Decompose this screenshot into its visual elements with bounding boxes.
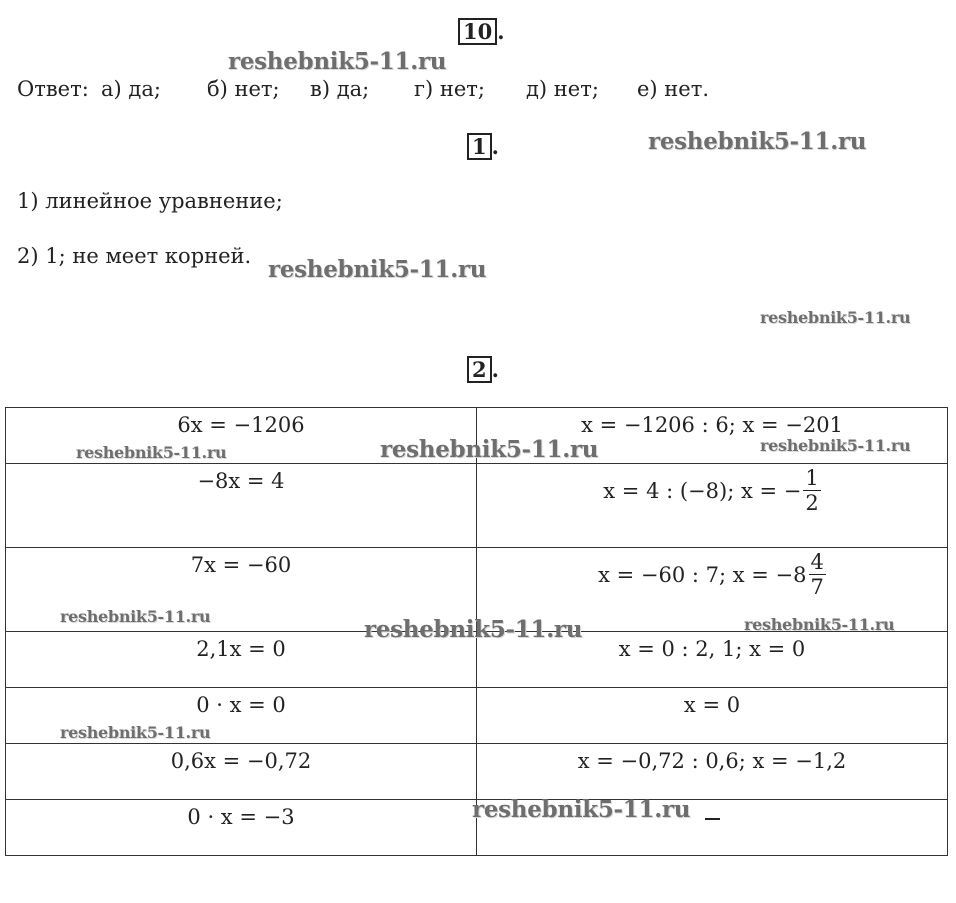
fraction (803, 466, 820, 515)
solution-cell: x = 0 (477, 688, 948, 744)
watermark: reshebnik5-11.ru (760, 308, 911, 327)
answer-b: б) нет; (207, 77, 280, 101)
equation-cell: 0,6x = −0,72 (6, 744, 477, 800)
task10-answer-line (17, 76, 917, 102)
fraction-numerator: 1 (805, 466, 819, 490)
watermark: reshebnik5-11.ru (268, 256, 487, 283)
solution-expression: x = −60 : 7; x = −8 (598, 562, 807, 587)
answer-a: а) да; (101, 77, 161, 101)
watermark: reshebnik5-11.ru (60, 723, 211, 742)
task-number-box: 2 (467, 356, 492, 383)
answer-v: в) да; (310, 77, 370, 101)
task-number-box: 10 (458, 18, 497, 45)
equation-cell: 2,1x = 0 (6, 632, 477, 688)
watermark: reshebnik5-11.ru (648, 128, 867, 155)
watermark: reshebnik5-11.ru (760, 436, 911, 455)
task-number-1: 1 . (467, 133, 499, 160)
task1-line-2: 2) 1; не меет корней. (17, 244, 252, 268)
table-row (6, 744, 948, 800)
answer-d: д) нет; (526, 77, 599, 101)
watermark: reshebnik5-11.ru (472, 796, 691, 823)
solution-expression: x = 4 : (−8); x = − (603, 478, 802, 503)
solution-cell: x = −0,72 : 0,6; x = −1,2 (477, 744, 948, 800)
watermark: reshebnik5-11.ru (744, 615, 895, 634)
dash-mark (705, 818, 720, 820)
equation-cell: 7x = −60 (6, 548, 477, 632)
watermark: reshebnik5-11.ru (60, 607, 211, 626)
watermark: reshebnik5-11.ru (228, 48, 447, 75)
answer-label: Ответ: (17, 77, 89, 101)
equation-cell: 6x = −1206 (6, 408, 477, 464)
fraction-denominator: 7 (810, 575, 824, 599)
fraction (809, 550, 826, 599)
watermark: reshebnik5-11.ru (364, 616, 583, 643)
task-number-10: 10 . (458, 18, 505, 45)
equation-cell: 0 · x = −3 (6, 800, 477, 856)
equation-cell: −8x = 4 (6, 464, 477, 548)
task-number-2: 2 . (467, 356, 499, 383)
fraction-numerator: 4 (810, 550, 824, 574)
solution-cell (477, 464, 948, 548)
equation-cell: 0 · x = 0 (6, 688, 477, 744)
solution-cell: x = −1206 : 6; x = −201 (477, 408, 948, 464)
fraction-denominator: 2 (805, 491, 819, 515)
task-number-box: 1 (467, 133, 492, 160)
solution-cell: x = 0 : 2, 1; x = 0 (477, 632, 948, 688)
task1-line-1: 1) линейное уравнение; (17, 189, 283, 213)
watermark: reshebnik5-11.ru (76, 443, 227, 462)
answer-e: е) нет. (637, 77, 710, 101)
answer-g: г) нет; (414, 77, 485, 101)
watermark: reshebnik5-11.ru (380, 436, 599, 463)
table-row (6, 464, 948, 548)
